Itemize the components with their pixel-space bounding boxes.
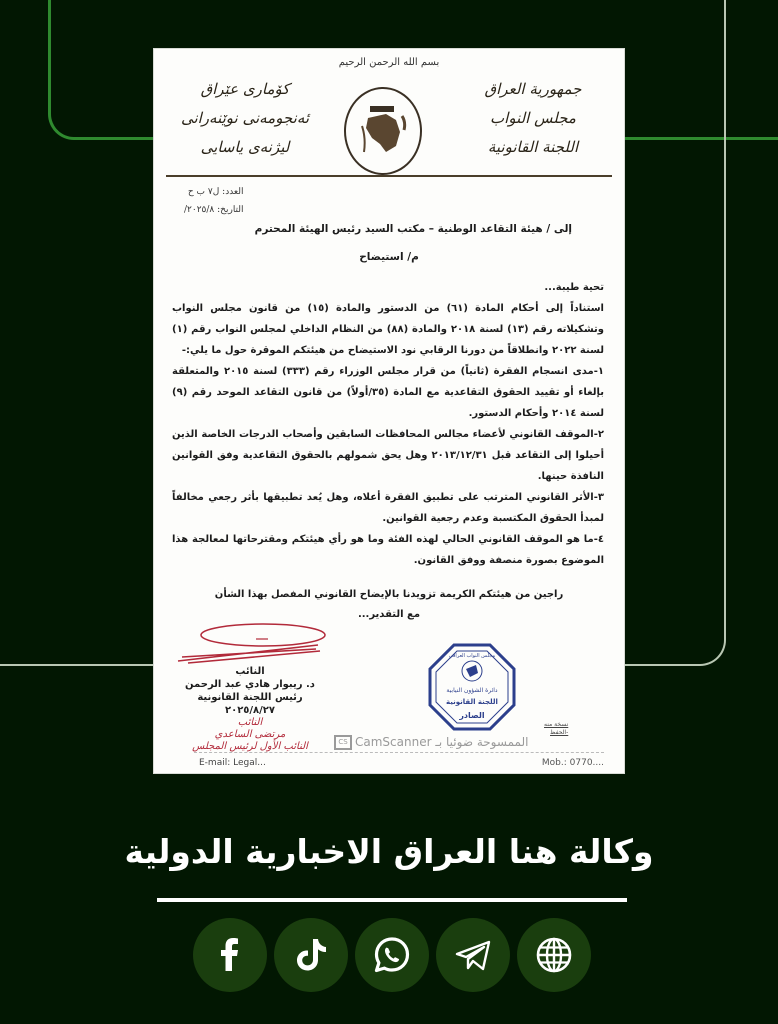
telegram-icon (453, 935, 493, 975)
iraq-emblem-icon (344, 87, 422, 175)
body-paragraph: استناداً إلى أحكام المادة (٦١) من الدستور والمادة (١٥) من قانون مجلس النواب وتشكيلاته رقم (١٣) لسنة ٢٠١٨ والمادة (٨٨) من النظام الداخلي لمجلس النواب رقم (١) لسنة ٢٠٢٢ وانطلاقاً من دورنا الرقابي نود الاستيضاح من هيئتكم الموقرة حول ما يلي:- (172, 303, 604, 356)
seal-text: مجلس النواب العراقي (448, 653, 496, 659)
website-button[interactable] (517, 918, 591, 992)
seal-text: الصادر (459, 711, 485, 720)
telegram-button[interactable] (436, 918, 510, 992)
tiktok-button[interactable] (274, 918, 348, 992)
letterhead-line: لیژنەی یاسایی (200, 138, 290, 156)
seal-text: اللجنة القانونية (446, 698, 498, 706)
date-label: التاريخ: (217, 205, 244, 215)
letterhead-kurdish (170, 75, 320, 162)
official-seal-icon (426, 641, 518, 733)
closing-request: راجين من هيئتكم الكريمة تزويدنا بالإيضاح القانوني المفصل بهذا الشأن (214, 589, 564, 600)
watermark-text: CamScanner الممسوحة ضوئيا بـ (355, 735, 529, 749)
social-links (193, 918, 593, 992)
footer-mobile: Mob.: 0770.... (541, 758, 604, 768)
signature-icon (168, 621, 328, 665)
brand-divider (157, 898, 627, 902)
closing (154, 585, 624, 625)
signature-block (180, 665, 320, 753)
body-paragraph: ١-مدى انسجام الفقرة (ثانياً) من قرار مجلس الوزراء رقم (٣٣٣) لسنة ٢٠١٥ والمتعلقة بإلغاء أو تقييد الحقوق التقاعدية مع المادة (٣٥/أولاً) من قانون التقاعد الموحد رقم (٩) لسنة ٢٠١٤ وأحكام الدستور. (172, 366, 604, 419)
letterhead-line: ئەنجومەنی نوێنەرانی (180, 109, 310, 127)
signatory-title: النائب (235, 666, 265, 677)
handwritten-note (180, 717, 320, 753)
copy-note (544, 721, 568, 737)
camscanner-icon: CS (334, 735, 352, 750)
seal-text: دائرة الشؤون النيابية (446, 687, 498, 694)
basmala: بسم الله الرحمن الرحيم (338, 57, 440, 68)
scanned-letter (154, 49, 624, 773)
reference-block (184, 183, 244, 219)
handwritten-line: النائب الأول لرئيس المجلس (192, 741, 308, 752)
body-paragraph: ٢-الموقف القانوني لأعضاء مجالس المحافظات السابقين وأصحاب الدرجات الخاصة الذين أحيلوا إلى التقاعد قبل ٢٠١٣/١٢/٣١ وهل يحق شمولهم بالحقوق التقاعدية وفق القوانين النافذة حينها. (172, 429, 604, 482)
body-paragraph: ٣-الأثر القانوني المترتب على تطبيق الفقرة أعلاه، وهل يُعد تطبيقها بأثر رجعي مخالفاً لمبدأ الحقوق المكتسبة وعدم رجعية القوانين. (172, 492, 604, 524)
handwritten-line: النائب (237, 717, 263, 728)
letterhead-arabic (458, 75, 608, 162)
body-paragraph: ٤-ما هو الموقف القانوني الحالي لهذه الفئة وما هو رأي هيئتكم ومقترحاتها لمعالجة هذا الموضوع بصورة منصفة ووفق القانون. (172, 534, 604, 566)
copy-note-line: نسخة منه (544, 721, 569, 728)
signatory-position: رئيس اللجنة القانونية (197, 692, 303, 703)
footer-divider (194, 752, 604, 754)
number-value: ل٧ ب ح (187, 187, 220, 197)
signature-date: ٢٠٢٥/٨/٢٧ (224, 705, 276, 716)
letterhead-line: مجلس النواب (490, 109, 576, 127)
closing-regards: مع التقدير... (357, 609, 421, 620)
footer-email: E-mail: Legal... (199, 758, 266, 768)
scanner-watermark (334, 735, 528, 750)
letterhead-line: اللجنة القانونية (487, 138, 579, 156)
addressee: إلى / هيئة التقاعد الوطنية – مكتب السيد رئيس الهيئة المحترم (254, 223, 572, 235)
letterhead-line: كۆماری عێراق (200, 80, 290, 98)
whatsapp-icon (372, 935, 412, 975)
facebook-button[interactable] (193, 918, 267, 992)
number-label: العدد: (222, 187, 244, 197)
letterhead-divider (166, 175, 612, 177)
whatsapp-button[interactable] (355, 918, 429, 992)
letter-body (172, 277, 604, 571)
handwritten-line: مرتضى الساعدي (214, 729, 286, 740)
date-value: ٢٠٢٥/٨/ (184, 205, 215, 215)
facebook-icon (210, 935, 250, 975)
greeting: تحية طيبة... (544, 282, 604, 293)
copy-note-line: -الحفظ (550, 729, 569, 736)
agency-name: وكالة هنا العراق الاخبارية الدولية (124, 832, 654, 871)
subject-line: م/ استيضاح (359, 251, 419, 263)
tiktok-icon (291, 935, 331, 975)
globe-icon (534, 935, 574, 975)
signatory-name: د. ريبوار هادي عبد الرحمن (185, 679, 315, 690)
letterhead-line: جمهورية العراق (484, 80, 582, 98)
